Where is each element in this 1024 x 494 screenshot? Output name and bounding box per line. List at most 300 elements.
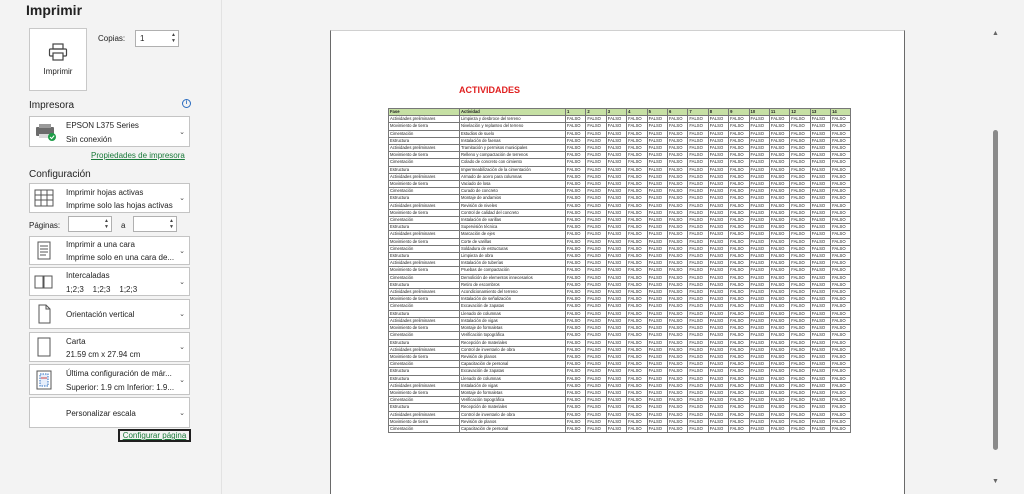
value-cell: FALSO [708,188,728,195]
value-cell: FALSO [647,188,667,195]
value-cell: FALSO [688,274,708,281]
value-cell: FALSO [667,346,687,353]
phase-cell: Cimentación [389,397,460,404]
value-cell: FALSO [667,389,687,396]
info-icon[interactable]: i [182,99,191,108]
value-cell: FALSO [606,173,626,180]
value-cell: FALSO [749,202,769,209]
phase-cell: Movimiento de tierra [389,353,460,360]
value-cell: FALSO [647,296,667,303]
value-cell: FALSO [749,353,769,360]
value-cell: FALSO [586,253,606,260]
value-cell: FALSO [810,181,830,188]
value-cell: FALSO [810,368,830,375]
value-cell: FALSO [749,310,769,317]
value-cell: FALSO [708,375,728,382]
value-cell: FALSO [729,325,749,332]
value-cell: FALSO [708,116,728,123]
value-cell: FALSO [790,361,810,368]
value-cell: FALSO [810,166,830,173]
value-cell: FALSO [729,238,749,245]
value-cell: FALSO [831,209,851,216]
value-cell: FALSO [667,317,687,324]
sides-select[interactable] [29,236,190,265]
value-cell: FALSO [627,260,647,267]
value-cell: FALSO [688,382,708,389]
value-cell: FALSO [708,303,728,310]
orientation-select[interactable] [29,299,190,329]
value-cell: FALSO [810,310,830,317]
value-cell: FALSO [586,303,606,310]
table-header-cell: 11 [769,109,789,116]
value-cell: FALSO [586,289,606,296]
phase-cell: Movimiento de tierra [389,123,460,130]
table-row [389,137,851,144]
value-cell: FALSO [769,137,789,144]
value-cell: FALSO [810,152,830,159]
value-cell: FALSO [708,425,728,432]
phase-cell: Actividades preliminares [389,260,460,267]
table-row [389,209,851,216]
value-cell: FALSO [810,404,830,411]
value-cell: FALSO [647,260,667,267]
value-cell: FALSO [667,231,687,238]
activity-cell: Marcación de ejes [460,231,566,238]
value-cell: FALSO [810,418,830,425]
value-cell: FALSO [586,181,606,188]
value-cell: FALSO [627,238,647,245]
value-cell: FALSO [627,224,647,231]
value-cell: FALSO [790,137,810,144]
pages-to-input[interactable] [133,216,177,232]
value-cell: FALSO [790,389,810,396]
table-row [389,375,851,382]
value-cell: FALSO [749,231,769,238]
printer-properties-link[interactable]: Propiedades de impresora [91,151,185,160]
value-cell: FALSO [769,238,789,245]
value-cell: FALSO [749,325,769,332]
copies-input[interactable] [135,30,179,47]
activity-cell: Llenado de columnas [460,375,566,382]
value-cell: FALSO [729,274,749,281]
value-cell: FALSO [729,245,749,252]
scrollbar-thumb[interactable] [993,130,998,450]
value-cell: FALSO [708,346,728,353]
value-cell: FALSO [606,346,626,353]
value-cell: FALSO [647,195,667,202]
value-cell: FALSO [769,202,789,209]
value-cell: FALSO [627,159,647,166]
table-header-cell: 13 [810,109,830,116]
value-cell: FALSO [749,260,769,267]
table-row [389,310,851,317]
value-cell: FALSO [708,339,728,346]
collation-line1: Intercaladas [66,271,110,280]
value-cell: FALSO [647,224,667,231]
value-cell: FALSO [749,382,769,389]
table-row [389,325,851,332]
value-cell: FALSO [790,382,810,389]
value-cell: FALSO [790,181,810,188]
table-row [389,238,851,245]
activity-cell: Estudios de suelo [460,130,566,137]
value-cell: FALSO [647,159,667,166]
phase-cell: Actividades preliminares [389,116,460,123]
activity-cell: Excavación de zapatas [460,368,566,375]
value-cell: FALSO [688,325,708,332]
value-cell: FALSO [606,116,626,123]
value-cell: FALSO [769,404,789,411]
value-cell: FALSO [790,289,810,296]
copies-spinner[interactable]: ▲ ▼ [171,32,176,44]
activity-cell: Colado de concreto con cimiento [460,159,566,166]
value-cell: FALSO [586,418,606,425]
value-cell: FALSO [627,116,647,123]
value-cell: FALSO [647,368,667,375]
value-cell: FALSO [790,209,810,216]
value-cell: FALSO [566,303,586,310]
value-cell: FALSO [749,116,769,123]
value-cell: FALSO [790,397,810,404]
value-cell: FALSO [790,353,810,360]
value-cell: FALSO [831,116,851,123]
scaling-line1: Personalizar escala [66,409,136,418]
value-cell: FALSO [586,397,606,404]
value-cell: FALSO [729,217,749,224]
value-cell: FALSO [708,152,728,159]
value-cell: FALSO [606,332,626,339]
value-cell: FALSO [688,224,708,231]
activity-cell: Armado de acero para columnas [460,173,566,180]
value-cell: FALSO [688,353,708,360]
value-cell: FALSO [606,296,626,303]
value-cell: FALSO [667,253,687,260]
vertical-scrollbar[interactable] [990,30,1000,485]
value-cell: FALSO [566,260,586,267]
value-cell: FALSO [667,224,687,231]
scaling-select[interactable] [29,397,190,428]
value-cell: FALSO [647,281,667,288]
value-cell: FALSO [749,188,769,195]
value-cell: FALSO [790,116,810,123]
value-cell: FALSO [627,389,647,396]
value-cell: FALSO [566,130,586,137]
value-cell: FALSO [708,253,728,260]
value-cell: FALSO [667,123,687,130]
pages-from-spinner[interactable]: ▲ ▼ [104,218,109,230]
value-cell: FALSO [831,123,851,130]
phase-cell: Cimentación [389,130,460,137]
paper-line2: 21.59 cm x 27.94 cm [66,350,141,359]
value-cell: FALSO [606,195,626,202]
value-cell: FALSO [790,368,810,375]
printer-name: EPSON L375 Series [66,121,139,130]
value-cell: FALSO [790,375,810,382]
value-cell: FALSO [831,195,851,202]
value-cell: FALSO [831,411,851,418]
value-cell: FALSO [667,339,687,346]
value-cell: FALSO [667,267,687,274]
value-cell: FALSO [810,296,830,303]
value-cell: FALSO [566,245,586,252]
value-cell: FALSO [749,274,769,281]
value-cell: FALSO [769,382,789,389]
activity-cell: Montaje de andamios [460,195,566,202]
value-cell: FALSO [831,159,851,166]
value-cell: FALSO [667,209,687,216]
value-cell: FALSO [831,202,851,209]
paper-size-select[interactable] [29,332,190,362]
value-cell: FALSO [749,317,769,324]
phase-cell: Actividades preliminares [389,317,460,324]
value-cell: FALSO [790,325,810,332]
collation-line2: 1;2;3 1;2;3 1;2;3 [66,285,138,294]
value-cell: FALSO [831,245,851,252]
value-cell: FALSO [647,253,667,260]
phase-cell: Cimentación [389,361,460,368]
phase-cell: Estructura [389,253,460,260]
sides-line2: Imprime solo en una cara de... [66,253,175,262]
value-cell: FALSO [586,166,606,173]
margins-select[interactable] [29,364,190,395]
value-cell: FALSO [708,181,728,188]
page-setup-link[interactable]: Configurar página [118,429,191,442]
value-cell: FALSO [566,353,586,360]
value-cell: FALSO [566,397,586,404]
activity-cell: Control de inventario de obra [460,346,566,353]
activities-table [388,108,851,433]
value-cell: FALSO [566,425,586,432]
value-cell: FALSO [749,152,769,159]
value-cell: FALSO [749,123,769,130]
value-cell: FALSO [688,425,708,432]
value-cell: FALSO [566,202,586,209]
table-row [389,368,851,375]
activity-cell: Instalación de vigas [460,317,566,324]
value-cell: FALSO [627,231,647,238]
value-cell: FALSO [586,231,606,238]
phase-cell: Movimiento de tierra [389,296,460,303]
value-cell: FALSO [586,361,606,368]
value-cell: FALSO [586,116,606,123]
value-cell: FALSO [769,339,789,346]
value-cell: FALSO [831,217,851,224]
phase-cell: Estructura [389,224,460,231]
value-cell: FALSO [688,159,708,166]
value-cell: FALSO [667,202,687,209]
value-cell: FALSO [647,202,667,209]
table-row [389,159,851,166]
phase-cell: Estructura [389,195,460,202]
value-cell: FALSO [729,346,749,353]
value-cell: FALSO [790,411,810,418]
value-cell: FALSO [810,245,830,252]
value-cell: FALSO [627,289,647,296]
value-cell: FALSO [810,145,830,152]
value-cell: FALSO [790,267,810,274]
table-header-cell: 8 [708,109,728,116]
value-cell: FALSO [790,274,810,281]
value-cell: FALSO [627,310,647,317]
value-cell: FALSO [831,382,851,389]
value-cell: FALSO [627,245,647,252]
value-cell: FALSO [810,260,830,267]
value-cell: FALSO [810,361,830,368]
value-cell: FALSO [810,317,830,324]
value-cell: FALSO [769,245,789,252]
value-cell: FALSO [566,166,586,173]
value-cell: FALSO [729,267,749,274]
value-cell: FALSO [790,281,810,288]
value-cell: FALSO [769,353,789,360]
value-cell: FALSO [729,368,749,375]
table-row [389,289,851,296]
value-cell: FALSO [647,325,667,332]
activity-cell: Instalación de señalización [460,296,566,303]
value-cell: FALSO [790,260,810,267]
value-cell: FALSO [566,173,586,180]
value-cell: FALSO [688,346,708,353]
phase-cell: Actividades preliminares [389,145,460,152]
value-cell: FALSO [708,130,728,137]
value-cell: FALSO [606,145,626,152]
phase-cell: Movimiento de tierra [389,209,460,216]
value-cell: FALSO [749,195,769,202]
table-row [389,173,851,180]
table-header-cell: 4 [627,109,647,116]
value-cell: FALSO [647,245,667,252]
activity-cell: Excavación de zapatas [460,303,566,310]
phase-cell: Cimentación [389,303,460,310]
value-cell: FALSO [831,281,851,288]
value-cell: FALSO [810,123,830,130]
value-cell: FALSO [729,116,749,123]
pages-to-spinner[interactable]: ▲ ▼ [169,218,174,230]
printer-select[interactable] [29,116,190,147]
value-cell: FALSO [729,281,749,288]
table-row [389,152,851,159]
value-cell: FALSO [667,260,687,267]
collation-select[interactable] [29,267,190,296]
value-cell: FALSO [667,152,687,159]
value-cell: FALSO [831,296,851,303]
value-cell: FALSO [831,253,851,260]
value-cell: FALSO [831,152,851,159]
value-cell: FALSO [627,411,647,418]
value-cell: FALSO [586,217,606,224]
value-cell: FALSO [810,325,830,332]
value-cell: FALSO [606,267,626,274]
value-cell: FALSO [647,116,667,123]
value-cell: FALSO [749,267,769,274]
value-cell: FALSO [586,173,606,180]
value-cell: FALSO [667,375,687,382]
table-row [389,231,851,238]
activity-cell: Revisión de planos [460,418,566,425]
table-row [389,361,851,368]
value-cell: FALSO [647,339,667,346]
phase-cell: Cimentación [389,425,460,432]
table-row [389,224,851,231]
value-cell: FALSO [729,152,749,159]
value-cell: FALSO [566,217,586,224]
value-cell: FALSO [586,137,606,144]
activity-cell: Acondicionamiento del terreno [460,289,566,296]
value-cell: FALSO [810,375,830,382]
value-cell: FALSO [810,224,830,231]
value-cell: FALSO [627,130,647,137]
value-cell: FALSO [627,173,647,180]
value-cell: FALSO [708,238,728,245]
portrait-page-icon [34,304,54,324]
value-cell: FALSO [790,173,810,180]
print-what-select[interactable] [29,183,190,213]
value-cell: FALSO [708,353,728,360]
value-cell: FALSO [810,238,830,245]
value-cell: FALSO [708,166,728,173]
value-cell: FALSO [606,260,626,267]
sheet-grid-icon [34,189,54,207]
value-cell: FALSO [769,130,789,137]
activity-cell: Montaje de formaletas [460,325,566,332]
value-cell: FALSO [606,375,626,382]
table-header-cell: 2 [586,109,606,116]
value-cell: FALSO [688,389,708,396]
value-cell: FALSO [729,397,749,404]
value-cell: FALSO [749,159,769,166]
print-button[interactable] [29,28,87,91]
value-cell: FALSO [667,425,687,432]
scroll-down-icon[interactable]: ▼ [992,478,999,485]
value-cell: FALSO [769,123,789,130]
chevron-down-icon: ⌄ [179,128,185,136]
value-cell: FALSO [667,245,687,252]
value-cell: FALSO [790,145,810,152]
value-cell: FALSO [729,404,749,411]
value-cell: FALSO [769,217,789,224]
value-cell: FALSO [831,346,851,353]
value-cell: FALSO [810,274,830,281]
value-cell: FALSO [749,346,769,353]
value-cell: FALSO [790,188,810,195]
value-cell: FALSO [586,195,606,202]
orientation-line1: Orientación vertical [66,310,135,319]
value-cell: FALSO [708,332,728,339]
value-cell: FALSO [566,325,586,332]
value-cell: FALSO [688,368,708,375]
value-cell: FALSO [586,145,606,152]
value-cell: FALSO [729,411,749,418]
table-header-cell: Fase [389,109,460,116]
value-cell: FALSO [708,361,728,368]
value-cell: FALSO [749,137,769,144]
value-cell: FALSO [667,238,687,245]
pages-from-input[interactable] [68,216,112,232]
activity-cell: Verificación topográfica [460,397,566,404]
value-cell: FALSO [729,339,749,346]
table-header-cell: 1 [566,109,586,116]
value-cell: FALSO [688,188,708,195]
activity-cell: Revisión de niveles [460,202,566,209]
phase-cell: Estructura [389,166,460,173]
value-cell: FALSO [647,353,667,360]
value-cell: FALSO [831,267,851,274]
value-cell: FALSO [810,303,830,310]
value-cell: FALSO [586,332,606,339]
table-row [389,245,851,252]
scroll-up-icon[interactable]: ▲ [992,30,999,37]
value-cell: FALSO [647,389,667,396]
